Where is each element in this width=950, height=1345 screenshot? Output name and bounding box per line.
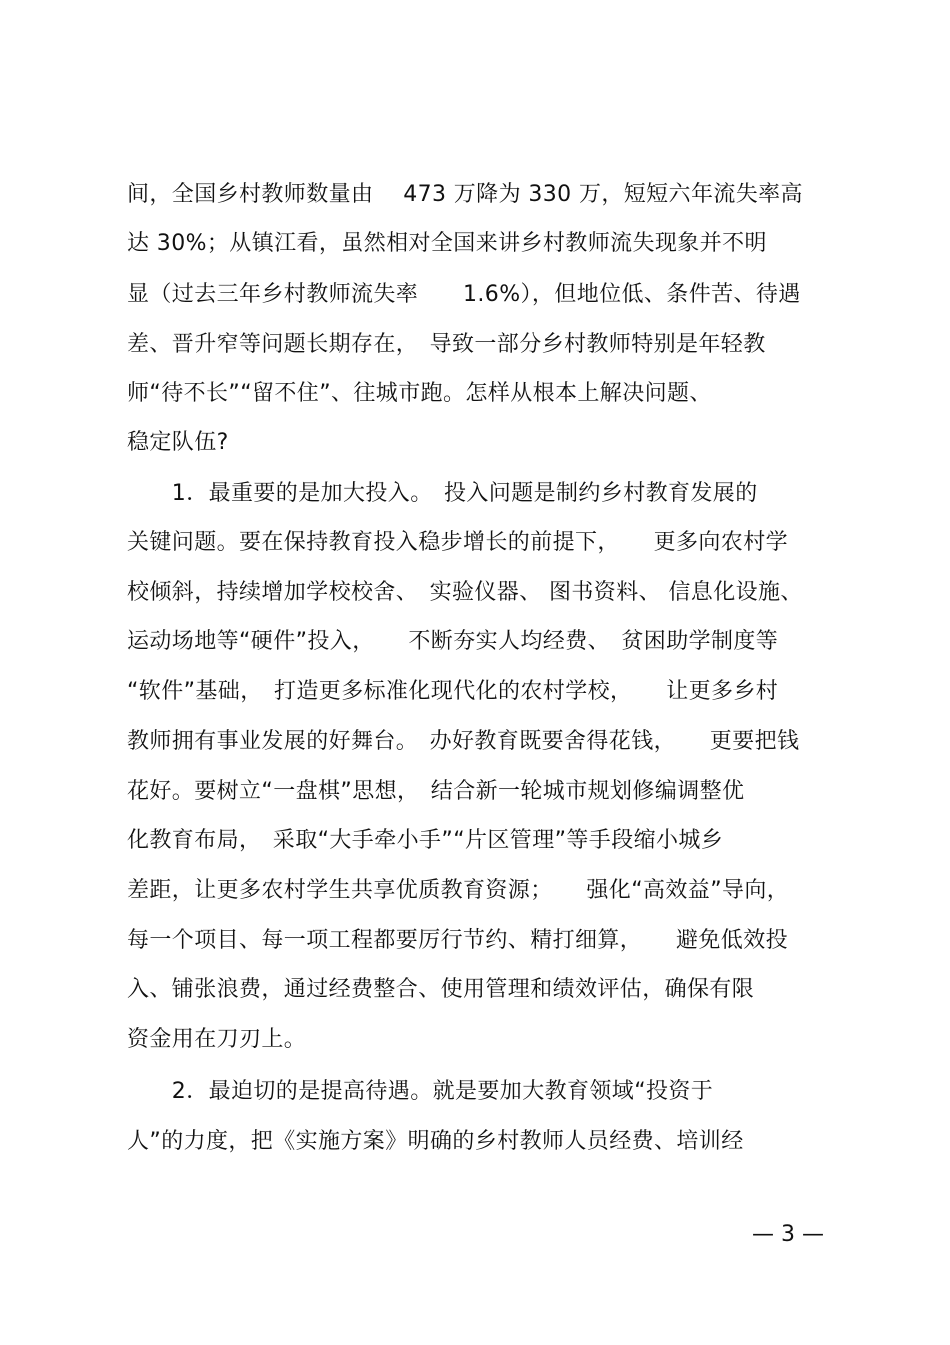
text-line-4: 差、晋升窄等问题长期存在， 导致一部分乡村教师特别是年轻教 — [127, 332, 766, 357]
text-line-19: 2．最迫切的是提高待遇。就是要加大教育领域“投资于 — [127, 1079, 714, 1104]
text-line-5: 师“待不长”“留不住”、往城市跑。怎样从根本上解决问题、 — [127, 381, 712, 406]
page-number: — 3 — — [752, 1222, 824, 1247]
text-line-14: 化教育布局， 采取“大手牵小手”“片区管理”等手段缩小城乡 — [127, 828, 724, 853]
text-line-16: 每一个项目、每一项工程都要厉行节约、精打细算， 避免低效投 — [127, 928, 789, 953]
text-line-6: 稳定队伍? — [127, 430, 229, 455]
text-line-3: 显（过去三年乡村教师流失率 1.6%），但地位低、条件苦、待遇 — [127, 282, 801, 307]
text-line-15: 差距，让更多农村学生共享优质教育资源； 强化“高效益”导向， — [127, 878, 790, 903]
text-line-20: 人”的力度，把《实施方案》明确的乡村教师人员经费、培训经 — [127, 1129, 744, 1154]
text-line-13: 花好。要树立“一盘棋”思想， 结合新一轮城市规划修编调整优 — [127, 779, 745, 804]
text-line-18: 资金用在刀刃上。 — [127, 1027, 307, 1052]
text-line-12: 教师拥有事业发展的好舞台。 办好教育既要舍得花钱， 更要把钱 — [127, 729, 800, 754]
text-line-9: 校倾斜，持续增加学校校舍、 实验仪器、 图书资料、 信息化设施、 — [127, 580, 803, 605]
text-line-10: 运动场地等“硬件”投入， 不断夯实人均经费、 贫困助学制度等 — [127, 629, 779, 654]
text-line-11: “软件”基础， 打造更多标准化现代化的农村学校， 让更多乡村 — [127, 679, 779, 704]
text-line-1: 间，全国乡村教师数量由 473 万降为 330 万，短短六年流失率高 — [127, 182, 803, 207]
text-line-7: 1．最重要的是加大投入。 投入问题是制约乡村教育发展的 — [127, 481, 758, 506]
text-line-8: 关键问题。要在保持教育投入稳步增长的前提下， 更多向农村学 — [127, 530, 789, 555]
text-line-17: 入、铺张浪费，通过经费整合、使用管理和绩效评估，确保有限 — [127, 977, 755, 1002]
text-line-2: 达 30%；从镇江看，虽然相对全国来讲乡村教师流失现象并不明 — [127, 231, 767, 256]
